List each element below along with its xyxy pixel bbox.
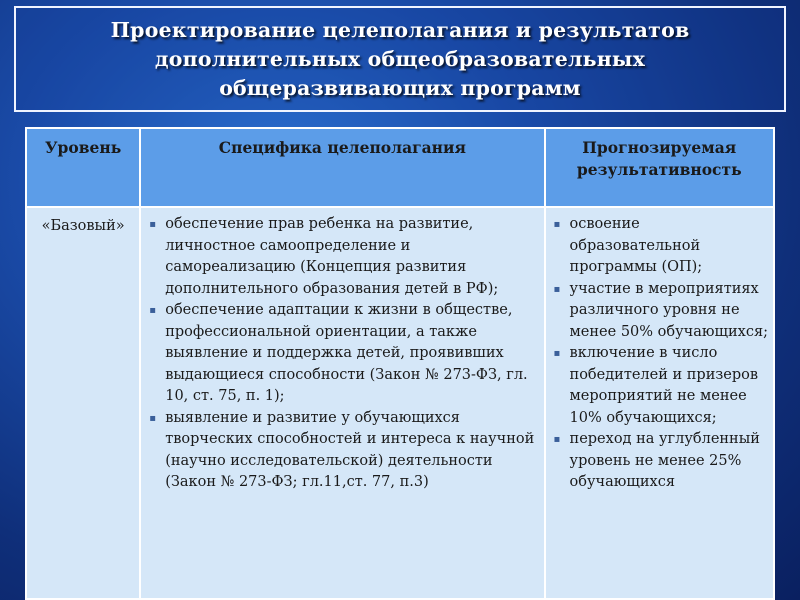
goals-results-table [25, 127, 775, 600]
list-item: ▪ обеспечение адаптации к жизни в обществе, профессиональной ориентации, а также выявление и поддержка детей, проявивших выдающиеся способности (Закон № 273-ФЗ, гл. 10, ст. 75, п. 1); [147, 300, 539, 408]
header-results: Прогнозируемая результативность [545, 128, 774, 207]
table-header-row [26, 128, 774, 207]
title-line-2: дополнительных общеобразовательных [154, 46, 646, 71]
list-item: ▪ выявление и развитие у обучающихся творческих способностей и интереса к научной (научно исследовательской) деятельности (Закон № 273-ФЗ; гл.11,ст. 77, п.3) [147, 408, 539, 494]
list-item: ▪ освоение образовательной программы (ОП); [552, 214, 771, 279]
title-line-3: общеразвивающих программ [219, 75, 581, 100]
list-item: ▪ обеспечение прав ребенка на развитие, личностное самоопределение и самореализацию (Концепция развития дополнительного образования детей в РФ); [147, 214, 539, 300]
list-item: ▪ переход на углубленный уровень не менее 25% обучающихся [552, 429, 771, 494]
header-level: Уровень [26, 128, 140, 207]
header-goals: Специфика целеполагания [140, 128, 544, 207]
goals-list [141, 208, 543, 494]
title-frame [14, 6, 786, 112]
table-row [26, 207, 774, 599]
title-line-1: Проектирование целеполагания и результатов [110, 17, 690, 42]
results-cell [545, 207, 774, 599]
goals-cell [140, 207, 544, 599]
list-item: ▪ включение в число победителей и призеров мероприятий не менее 10% обучающихся; [552, 343, 771, 429]
level-cell: «Базовый» [26, 207, 140, 599]
results-list [546, 208, 773, 494]
list-item: ▪ участие в мероприятиях различного уровня не менее 50% обучающихся; [552, 279, 771, 344]
